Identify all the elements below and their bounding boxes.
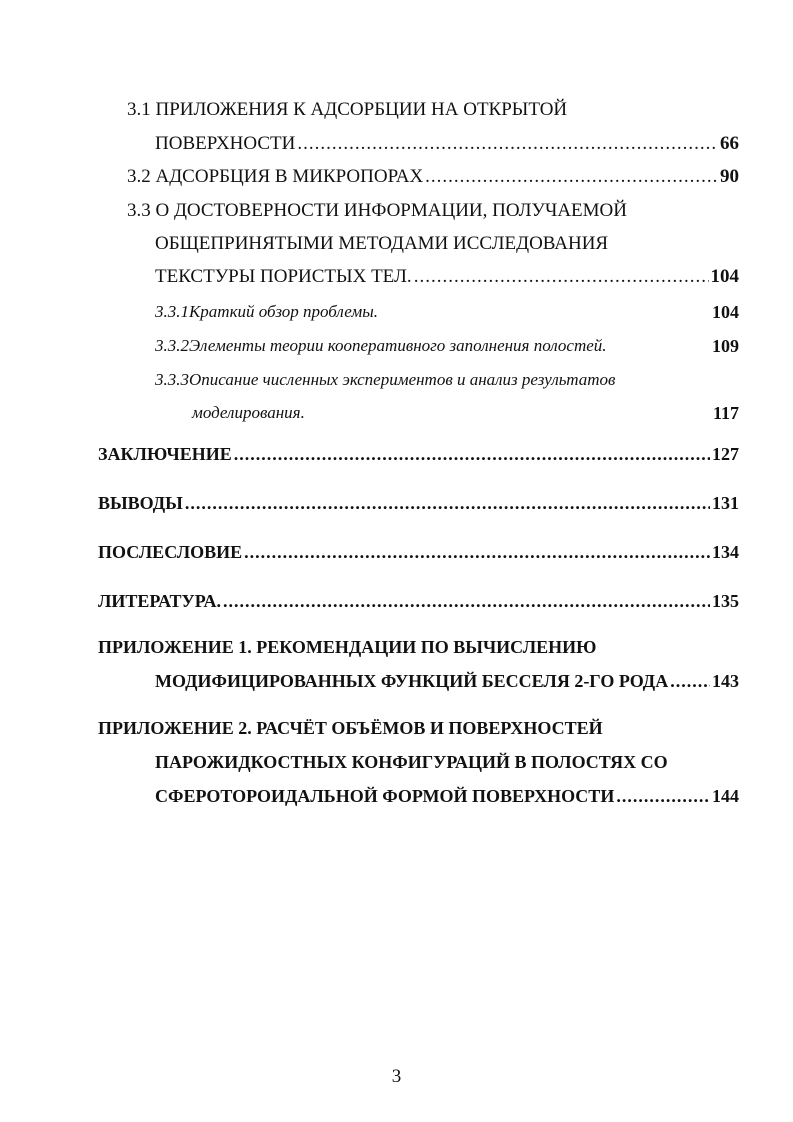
toc-3-1-line1: 3.1 ПРИЛОЖЕНИЯ К АДСОРБЦИИ НА ОТКРЫТОЙ xyxy=(127,99,568,120)
toc-entry-3-1[interactable] xyxy=(155,133,739,155)
leader-dots xyxy=(244,542,710,563)
toc-entry-literature[interactable] xyxy=(98,591,739,612)
toc-3-3-2-title[interactable]: 3.3.2Элементы теории кооперативного заполнения полостей. xyxy=(155,336,607,355)
toc-findings-title: ВЫВОДЫ xyxy=(98,493,183,513)
toc-3-3-line2: ОБЩЕПРИНЯТЫМИ МЕТОДАМИ ИССЛЕДОВАНИЯ xyxy=(155,233,609,254)
toc-3-3-line1: 3.3 О ДОСТОВЕРНОСТИ ИНФОРМАЦИИ, ПОЛУЧАЕМОЙ xyxy=(127,200,628,221)
toc-conclusion-page: 127 xyxy=(712,444,739,464)
leader-dots xyxy=(616,786,710,807)
toc-3-2-title: 3.2 АДСОРБЦИЯ В МИКРОПОРАХ xyxy=(127,166,424,187)
page-number: 3 xyxy=(391,1066,402,1087)
toc-entry-app1[interactable] xyxy=(155,671,739,692)
toc-3-1-page: 66 xyxy=(720,133,739,154)
leader-dots xyxy=(185,493,710,514)
leader-dots xyxy=(425,166,718,188)
toc-entry-afterword[interactable] xyxy=(98,542,739,563)
toc-3-2-page: 90 xyxy=(720,166,739,187)
toc-3-3-3-page: 117 xyxy=(712,403,739,423)
toc-app1-page: 143 xyxy=(712,671,739,691)
toc-app1-line2: МОДИФИЦИРОВАННЫХ ФУНКЦИЙ БЕССЕЛЯ 2-ГО РОДА xyxy=(155,671,669,691)
toc-3-3-1-title[interactable]: 3.3.1Краткий обзор проблемы. xyxy=(155,302,379,321)
toc-app1-line1[interactable]: ПРИЛОЖЕНИЕ 1. РЕКОМЕНДАЦИИ ПО ВЫЧИСЛЕНИЮ xyxy=(98,637,597,657)
toc-3-3-2-page: 109 xyxy=(712,336,739,356)
toc-3-3-3-line1[interactable]: 3.3.3Описание численных экспериментов и анализ результатов xyxy=(155,370,616,389)
toc-3-3-page: 104 xyxy=(710,266,739,287)
leader-dots xyxy=(297,133,718,155)
toc-3-3-1-page: 104 xyxy=(712,302,739,322)
toc-afterword-page: 134 xyxy=(712,542,739,562)
toc-afterword-title: ПОСЛЕСЛОВИЕ xyxy=(98,542,243,562)
toc-3-3-3-line2: моделирования. xyxy=(192,403,305,422)
toc-app2-page: 144 xyxy=(712,786,739,806)
leader-dots xyxy=(223,591,710,612)
toc-app2-line2: ПАРОЖИДКОСТНЫХ КОНФИГУРАЦИЙ В ПОЛОСТЯХ СО xyxy=(155,752,668,772)
toc-conclusion-title: ЗАКЛЮЧЕНИЕ xyxy=(98,444,232,464)
toc-findings-page: 131 xyxy=(712,493,739,513)
leader-dots xyxy=(670,671,710,692)
toc-entry-conclusion[interactable] xyxy=(98,444,739,465)
toc-entry-3-3[interactable] xyxy=(155,266,739,288)
toc-3-1-line2: ПОВЕРХНОСТИ xyxy=(155,133,296,154)
toc-literature-page: 135 xyxy=(712,591,739,611)
leader-dots xyxy=(234,444,710,465)
toc-entry-app2[interactable] xyxy=(155,786,739,807)
toc-3-3-line3: ТЕКСТУРЫ ПОРИСТЫХ ТЕЛ. xyxy=(155,266,412,287)
toc-entry-3-2[interactable] xyxy=(127,166,739,188)
toc-app2-line1[interactable]: ПРИЛОЖЕНИЕ 2. РАСЧЁТ ОБЪЁМОВ И ПОВЕРХНОСТЕЙ xyxy=(98,718,603,738)
toc-entry-findings[interactable] xyxy=(98,493,739,514)
toc-app2-line3: СФЕРОТОРОИДАЛЬНОЙ ФОРМОЙ ПОВЕРХНОСТИ xyxy=(155,786,615,806)
toc-literature-title: ЛИТЕРАТУРА. xyxy=(98,591,221,611)
leader-dots xyxy=(414,266,709,288)
